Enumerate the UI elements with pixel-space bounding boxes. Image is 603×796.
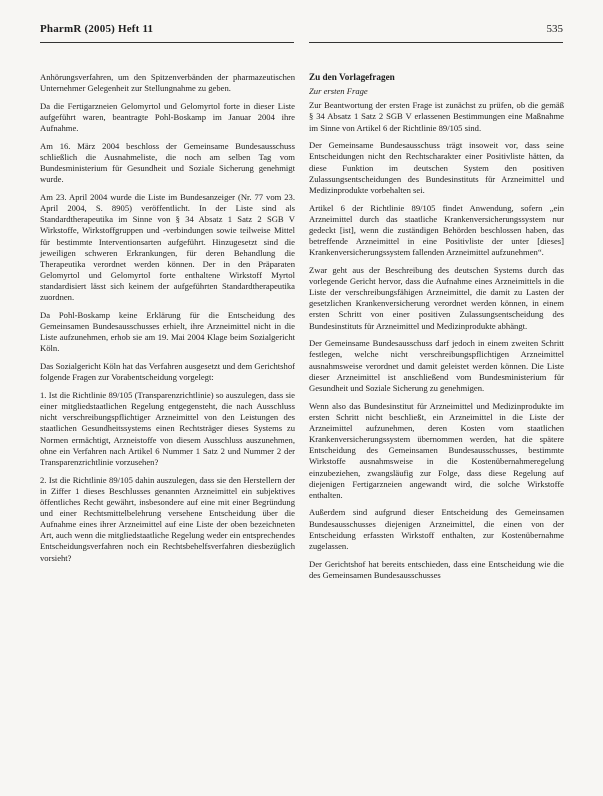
header-rule-left bbox=[40, 42, 294, 43]
paragraph: Der Gerichtshof hat bereits entschieden, dass eine Entscheidung wie die des Gemeinsamen Bundesausschusses bbox=[309, 558, 564, 580]
journal-header: PharmR (2005) Heft 11 bbox=[40, 23, 154, 35]
section-heading: Zu den Vorlagefragen bbox=[309, 72, 395, 82]
paragraph: Der Gemeinsame Bundesausschuss darf jedoch in einem zweiten Schritt festlegen, welche nicht verschreibungspflichtigen Arzneimittel ausnahmsweise verordnet und damit geleistet werden können. Die Liste dieser Arzneimittel ist anschließend vom Bundesministerium für Gesundheit und Soziale Sicherung zu genehmigen. bbox=[309, 338, 564, 393]
page-number: 535 bbox=[546, 23, 563, 35]
paragraph: Am 23. April 2004 wurde die Liste im Bundesanzeiger (Nr. 77 vom 23. April 2004, S. 8905) veröffentlicht. In der Liste sind als Standardtherapeutika im Sinne von § 34 Absatz 1 Satz 2 SGB V Wirkstoffe, Wirkstoffgruppen und -verbindungen sowie teilweise Mittel für bestimmte Interventionsarten aufgeführt. Hinzugesetzt sind die jeweiligen schweren Erkrankungen, für deren Behandlung die Therapeutika verordnet werden können. Der in den Präparaten Gelomyrtol und Gelomyrtol forte enthaltene Wirkstoff Myrtol standardisiert lässt sich keinem der aufgeführten Standardtherapeutika zuordnen. bbox=[40, 191, 295, 303]
paragraph: Der Gemeinsame Bundesausschuss trägt insoweit vor, dass seine Entscheidungen nicht den Rechtscharakter einer Positivliste hätten, da diese Funktion im deutschen System den positiven Zulassungsentscheidungen des Bundesinstituts für Arzneimittel und Medizinprodukte vorbehalten sei. bbox=[309, 140, 564, 195]
right-column bbox=[309, 72, 564, 587]
paragraph: Zwar geht aus der Beschreibung des deutschen Systems durch das vorlegende Gericht hervor, dass die Aufnahme eines Arzneimittels in die Liste der verschreibungsfähigen Arzneimittel, die damit zu Lasten der gesetzlichen Krankenversicherung verordnet werden können, in einem ersten Schritt von einer positiven Zulassungsentscheidung des Bundesinstituts für Arzneimittel und Medizinprodukte abhängt. bbox=[309, 264, 564, 331]
paragraph: Zur Beantwortung der ersten Frage ist zunächst zu prüfen, ob die gemäß § 34 Absatz 1 Satz 2 SGB V erlassenen Bestimmungen eine Maßnahme im Sinne von Artikel 6 der Richtlinie 89/105 sind. bbox=[309, 100, 564, 133]
paragraph: Anhörungsverfahren, um den Spitzenverbänden der pharmazeutischen Unternehmer Gelegenheit zur Stellungnahme zu geben. bbox=[40, 72, 295, 94]
paragraph: Da die Fertigarzneien Gelomyrtol und Gelomyrtol forte in dieser Liste aufgeführt waren, beantragte Pohl-Boskamp im Januar 2004 ihre Aufnahme. bbox=[40, 100, 295, 134]
header-rule-right bbox=[309, 42, 563, 43]
question-1: 1. Ist die Richtlinie 89/105 (Transparenzrichtlinie) so auszulegen, dass sie einer mitgliedstaatlichen Regelung entgegensteht, die nach Ausschluss nicht verschreibungspflichtiger Arzneimittel von den Leistungen des staatlichen Gesundheitssystems einen Rechtsträger dieses Systems zu Normen ermächtigt, Arzneistoffe von diesem Ausschluss auszunehmen, ohne ein Verfahren nach Artikel 6 Nummer 1 Satz 2 und Nummer 2 der Transparenzrichtlinie vorzusehen? bbox=[40, 389, 295, 467]
paragraph: Am 16. März 2004 beschloss der Gemeinsame Bundesausschuss schließlich die Ausnahmeliste, die noch am selben Tag vom Bundesministerium für Gesundheit und Soziale Sicherung genehmigt wurde. bbox=[40, 140, 295, 185]
paragraph: Artikel 6 der Richtlinie 89/105 findet Anwendung, sofern „ein Arzneimittel durch das staatliche Krankenversicherungssystem nur gedeckt [ist], wenn die zuständigen Behörden beschlossen haben, das betreffende Arzneimittel in eine Positivliste der unter [dieses] Krankenversicherungssystem fallenden Arzneimittel aufzunehmen“. bbox=[309, 202, 564, 258]
section-subheading: Zur ersten Frage bbox=[309, 86, 368, 97]
paragraph: Außerdem sind aufgrund dieser Entscheidung des Gemeinsamen Bundesausschusses diejenigen Arzneimittel, die einen von der Entscheidung erfassten Wirkstoff enthalten, zur Kostenübernahme zugelassen. bbox=[309, 507, 564, 551]
left-column bbox=[40, 72, 295, 570]
paragraph: Das Sozialgericht Köln hat das Verfahren ausgesetzt und dem Gerichtshof folgende Fragen zur Vorabentscheidung vorgelegt: bbox=[40, 361, 295, 383]
question-2: 2. Ist die Richtlinie 89/105 dahin auszulegen, dass sie den Herstellern der in Ziffer 1 dieses Beschlusses genannten Arzneimittel ein subjektives öffentliches Recht gewährt, insbesondere auf eine mit einer Begründung und einer Rechtsmittelbelehrung versehene Entscheidung über die Aufnahme eines ihrer Arzneimittel auf eine Liste der oben bezeichneten Art, auch wenn die mitgliedstaatliche Regelung weder ein entsprechendes Entscheidungsverfahren noch ein Rechtsbehelfsverfahren diesbezüglich vorsieht? bbox=[40, 474, 295, 563]
paragraph: Da Pohl-Boskamp keine Erklärung für die Entscheidung des Gemeinsamen Bundesausschusses erhielt, ihre Arzneimittel nicht in die Liste aufzunehmen, erhob sie am 19. Mai 2004 Klage beim Sozialgericht Köln. bbox=[40, 309, 295, 354]
paragraph: Wenn also das Bundesinstitut für Arzneimittel und Medizinprodukte im ersten Schritt nicht beschließt, ein Arzneimittel in die Liste der Arzneimittel aufzunehmen, deren Kosten vom staatlichen Krankenversicherungssystem übernommen werden, hat die spätere Entscheidung des Gemeinsamen Bundesausschusses, bestimmte Wirkstoffe ausnahmsweise in die Kostenübernahmeregelung einzubeziehen, zwangsläufig zur Folge, dass diese Regelung auf diejenigen Fertigarzneien angewandt wird, die solche Wirkstoffe enthalten. bbox=[309, 400, 564, 500]
